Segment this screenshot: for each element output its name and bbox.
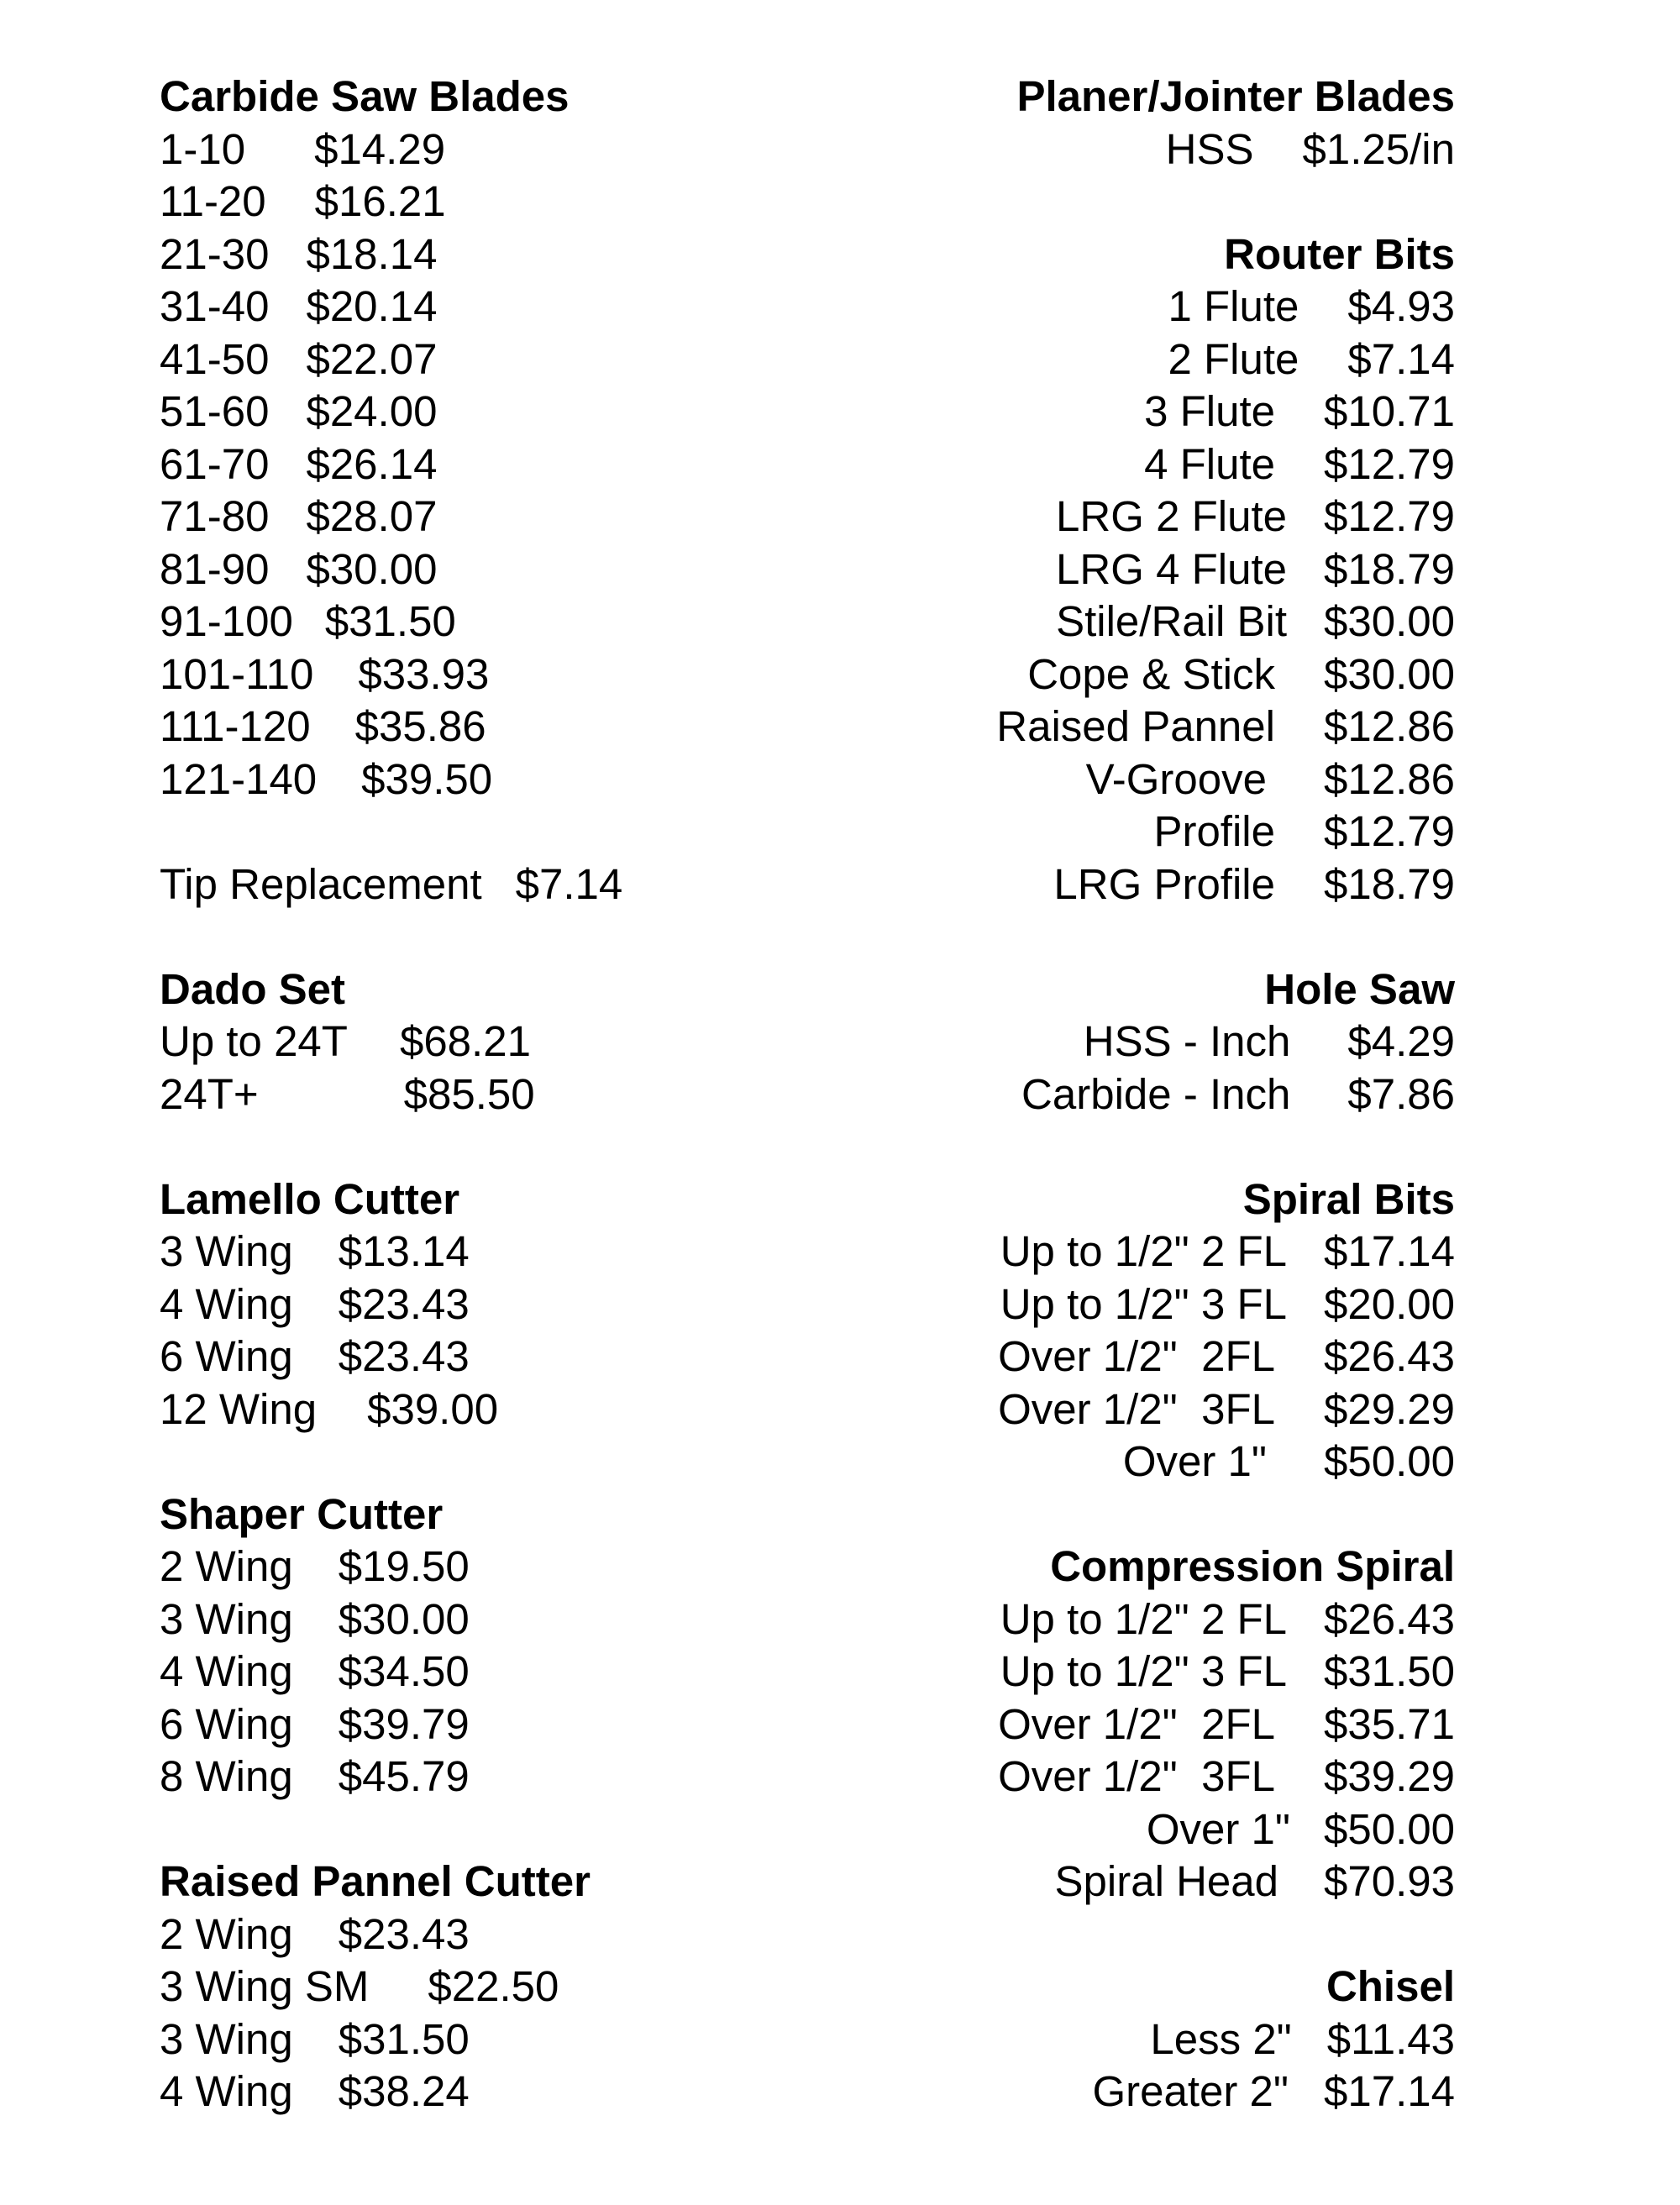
row-label: Less 2" [1150,2014,1292,2063]
row-label: 21-30 [160,229,270,278]
row-label: Up to 24T [160,1017,348,1065]
row-price: $23.43 [338,1332,470,1380]
row-price: $45.79 [338,1752,470,1800]
section-title-planer-jointer-blades: Planer/Jointer Blades [1016,72,1455,120]
row-label: Spiral Head [1054,1857,1278,1905]
row-price: $28.07 [306,492,438,540]
row-label: 4 Wing [160,1279,293,1328]
row-price: $20.00 [1324,1279,1455,1328]
row-price: $85.50 [403,1069,535,1118]
section-title-spiral-bits: Spiral Bits [1242,1174,1455,1223]
row-label: 11-20 [160,177,266,225]
row-label: Up to 1/2" 2 FL [1000,1594,1287,1643]
section-title-raised-pannel-cutter: Raised Pannel Cutter [160,1857,591,1905]
price-row [840,701,1455,753]
left-column [160,71,848,2118]
row-price: $39.50 [361,754,493,803]
row-label: Raised Pannel [996,702,1275,750]
price-row [160,1593,848,1646]
price-row [840,1856,1455,1908]
price-row [160,2066,848,2118]
price-row [160,1331,848,1383]
row-price: $31.50 [338,2014,470,2063]
price-row [840,1436,1455,1488]
price-row [840,753,1455,806]
row-price: $18.14 [306,229,438,278]
price-row [160,648,848,701]
row-price: $1.25/in [1302,124,1455,173]
price-row [160,1541,848,1593]
price-row [160,438,848,491]
row-price: $50.00 [1324,1804,1455,1853]
price-row [160,596,848,648]
row-label: Up to 1/2" 2 FL [1000,1227,1287,1275]
row-label: 71-80 [160,492,270,540]
row-label: 4 Wing [160,1647,293,1695]
row-price: $31.50 [324,597,456,645]
row-price: $39.00 [367,1384,499,1433]
price-row [160,1383,848,1436]
row-price: $13.14 [338,1227,470,1275]
row-price: $12.79 [1324,492,1455,540]
row-label: 3 Wing [160,2014,293,2063]
price-row [160,281,848,333]
price-row [840,1068,1455,1121]
price-row [840,1803,1455,1856]
row-price: $22.07 [306,334,438,383]
row-price: $10.71 [1324,387,1455,435]
price-row [840,386,1455,438]
price-row [160,1908,848,1961]
row-price: $16.21 [314,177,446,225]
row-label: 2 Wing [160,1542,293,1590]
row-price: $7.14 [515,859,623,908]
row-price: $31.50 [1324,1647,1455,1695]
row-label: Stile/Rail Bit [1056,597,1287,645]
row-price: $26.43 [1324,1594,1455,1643]
row-label: 12 Wing [160,1384,318,1433]
row-label: HSS - Inch [1083,1017,1291,1065]
row-label: 41-50 [160,334,270,383]
price-row [160,1751,848,1803]
price-row [840,2013,1455,2066]
row-label: 101-110 [160,649,314,698]
price-row [160,1016,848,1068]
row-label: 81-90 [160,544,270,593]
right-column [840,71,1455,2118]
row-price: $20.14 [306,282,438,330]
row-label: Profile [1153,807,1275,855]
price-row [840,1646,1455,1698]
price-row [160,1646,848,1698]
price-row [840,648,1455,701]
row-price: $7.14 [1347,334,1455,383]
row-label: 24T+ [160,1069,259,1118]
price-row [840,281,1455,333]
price-row [160,386,848,438]
row-label: 51-60 [160,387,270,435]
price-row [160,1698,848,1751]
price-row [160,1226,848,1278]
section-title-dado-set: Dado Set [160,964,346,1013]
price-row [840,491,1455,543]
row-label: Over 1" [1122,1437,1267,1485]
row-label: 2 Wing [160,1909,293,1958]
price-row-tip-replacement [160,858,848,911]
section-title-carbide-saw-blades: Carbide Saw Blades [160,72,570,120]
row-label: 6 Wing [160,1332,293,1380]
price-row [160,228,848,281]
row-label: Over 1" [1146,1804,1290,1853]
row-price: $30.00 [338,1594,470,1643]
row-price: $12.79 [1324,807,1455,855]
row-price: $14.29 [314,124,446,173]
section-title-compression-spiral: Compression Spiral [1050,1542,1455,1590]
price-row [160,1961,848,2013]
price-row [840,1751,1455,1803]
row-label: 6 Wing [160,1699,293,1748]
price-row [840,438,1455,491]
row-label: 8 Wing [160,1752,293,1800]
row-label: Over 1/2" 3FL [998,1384,1275,1433]
section-title-hole-saw: Hole Saw [1264,964,1455,1013]
row-price: $23.43 [338,1279,470,1328]
row-price: $33.93 [358,649,490,698]
row-price: $39.79 [338,1699,470,1748]
row-label: Carbide - Inch [1021,1069,1291,1118]
row-label: LRG 2 Flute [1056,492,1287,540]
price-row [160,543,848,596]
row-label: 121-140 [160,754,318,803]
row-label: 1 Flute [1168,282,1299,330]
price-row [160,491,848,543]
row-price: $12.86 [1324,754,1455,803]
row-label: Up to 1/2" 3 FL [1000,1647,1287,1695]
price-row [160,123,848,176]
row-label: Over 1/2" 2FL [998,1332,1275,1380]
row-price: $4.93 [1347,282,1455,330]
row-label: 3 Wing [160,1594,293,1643]
row-label: 91-100 [160,597,293,645]
row-label: 1-10 [160,124,246,173]
row-price: $68.21 [399,1017,531,1065]
row-label: 31-40 [160,282,270,330]
row-price: $18.79 [1324,544,1455,593]
row-price: $39.29 [1324,1752,1455,1800]
price-row [160,753,848,806]
price-row [840,1331,1455,1383]
row-price: $7.86 [1347,1069,1455,1118]
price-row [840,858,1455,911]
price-row [160,1068,848,1121]
row-price: $34.50 [338,1647,470,1695]
row-price: $4.29 [1347,1017,1455,1065]
row-label: 111-120 [160,702,311,750]
row-price: $30.00 [1324,597,1455,645]
price-row [840,543,1455,596]
row-price: $26.43 [1324,1332,1455,1380]
row-price: $22.50 [428,1962,559,2010]
row-price: $17.14 [1324,2067,1455,2115]
section-title-router-bits: Router Bits [1224,229,1455,278]
row-label: HSS [1165,124,1254,173]
price-row [160,333,848,386]
price-row [840,1383,1455,1436]
row-label: Over 1/2" 2FL [998,1699,1275,1748]
row-label: 2 Flute [1168,334,1299,383]
row-price: $24.00 [306,387,438,435]
row-label: LRG 4 Flute [1056,544,1287,593]
row-label: Cope & Stick [1027,649,1275,698]
row-price: $12.79 [1324,439,1455,488]
price-row [160,701,848,753]
section-title-chisel: Chisel [1326,1962,1455,2010]
row-label: V-Groove [1085,754,1267,803]
row-price: $29.29 [1324,1384,1455,1433]
price-row [840,333,1455,386]
section-title-lamello-cutter: Lamello Cutter [160,1174,460,1223]
row-price: $30.00 [306,544,438,593]
price-row [160,1278,848,1331]
price-row [840,596,1455,648]
row-label: 3 Wing SM [160,1962,370,2010]
row-price: $38.24 [338,2067,470,2115]
row-price: $19.50 [338,1542,470,1590]
row-label: Up to 1/2" 3 FL [1000,1279,1287,1328]
section-title-shaper-cutter: Shaper Cutter [160,1489,444,1538]
row-label: 4 Wing [160,2067,293,2115]
row-label: Greater 2" [1092,2067,1289,2115]
row-price: $23.43 [338,1909,470,1958]
row-label: 3 Flute [1144,387,1275,435]
price-row [840,123,1455,176]
price-row [840,1016,1455,1068]
row-price: $17.14 [1324,1227,1455,1275]
row-price: $26.14 [306,439,438,488]
price-row [840,2066,1455,2118]
price-row [840,806,1455,858]
price-row [160,2013,848,2066]
row-price: $35.71 [1324,1699,1455,1748]
row-label: 3 Wing [160,1227,293,1275]
row-label: 4 Flute [1144,439,1275,488]
row-price: $18.79 [1324,859,1455,908]
row-label: Over 1/2" 3FL [998,1752,1275,1800]
row-label: Tip Replacement [160,859,482,908]
row-price: $50.00 [1324,1437,1455,1485]
price-row [840,1593,1455,1646]
price-row [840,1698,1455,1751]
row-price: $30.00 [1324,649,1455,698]
row-price: $12.86 [1324,702,1455,750]
price-row [840,1226,1455,1278]
price-row [840,1278,1455,1331]
row-label: 61-70 [160,439,270,488]
row-price: $35.86 [354,702,486,750]
row-label: LRG Profile [1053,859,1275,908]
row-price: $11.43 [1326,2014,1455,2063]
row-price: $70.93 [1324,1857,1455,1905]
price-row [160,176,848,228]
